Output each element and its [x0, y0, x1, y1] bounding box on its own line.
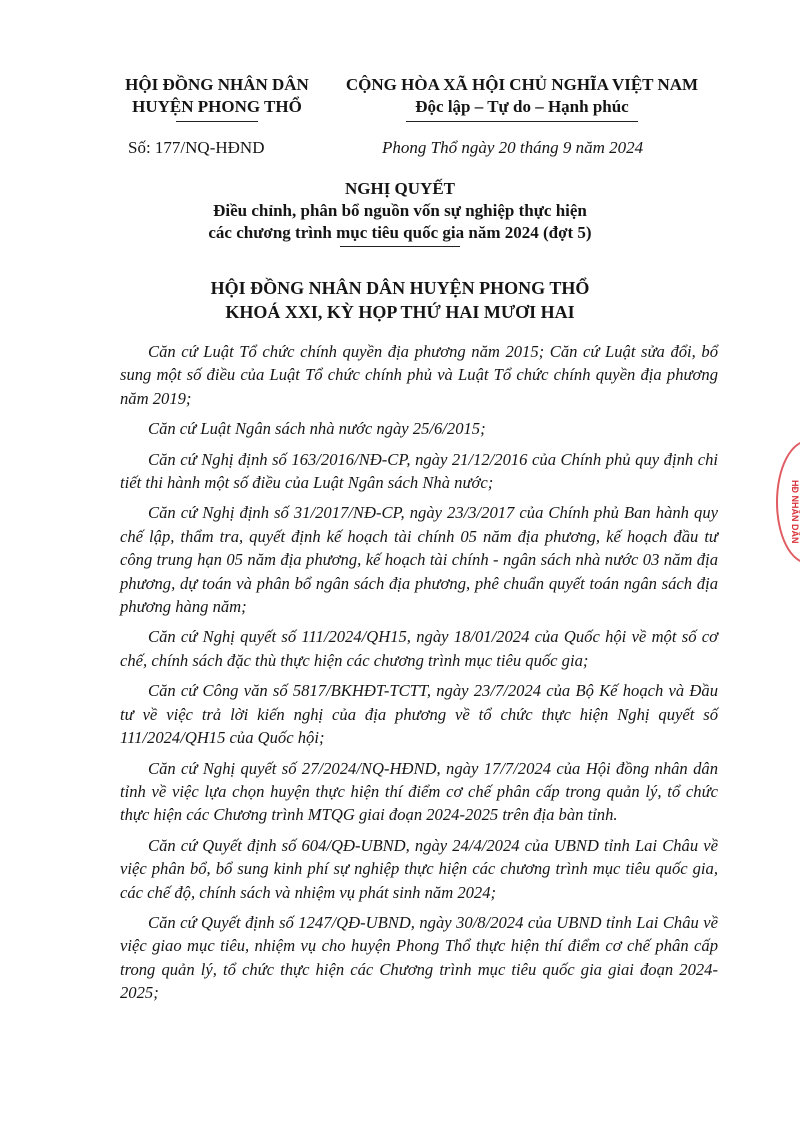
- document-date: Phong Thổ ngày 20 tháng 9 năm 2024: [382, 138, 644, 157]
- council-heading: [100, 276, 700, 324]
- issuer-underline: [176, 121, 258, 122]
- legal-basis-paragraph: Căn cứ Luật Ngân sách nhà nước ngày 25/6/2015;: [148, 419, 486, 439]
- document-type: NGHỊ QUYẾT: [344, 179, 456, 198]
- official-seal-text: HĐ NHÂN DÂN: [790, 480, 800, 544]
- title-line-1: Điều chỉnh, phân bổ nguồn vốn sự nghiệp thực hiện: [213, 201, 587, 220]
- legal-basis-paragraph: Căn cứ Nghị quyết số 27/2024/NQ-HĐND, ngày 17/7/2024 của Hội đồng nhân dân tỉnh về việc lựa chọn huyện thực hiện thí điểm cơ chế phân cấp trong quản lý, tổ chức thực hiện các Chương trình MTQG giai đoạn 2024-2025 trên địa bàn tỉnh.: [120, 758, 718, 825]
- document-number: Số: 177/NQ-HĐND: [128, 138, 265, 157]
- legal-basis-paragraph: Căn cứ Quyết định số 1247/QĐ-UBND, ngày 30/8/2024 của UBND tỉnh Lai Châu về việc giao mục tiêu, nhiệm vụ cho huyện Phong Thổ thực hiện thí điểm cơ chế phân cấp trong quản lý, tổ chức thực hiện các Chương trình mục tiêu quốc gia giai đoạn 2024-2025;: [120, 912, 718, 1003]
- issuer-org-line1: HỘI ĐỒNG NHÂN DÂN: [125, 75, 309, 94]
- national-title: CỘNG HÒA XÃ HỘI CHỦ NGHĨA VIỆT NAM: [345, 75, 699, 94]
- motto-underline: [406, 121, 638, 122]
- legal-basis-body: [120, 340, 718, 1012]
- council-line-2: KHOÁ XXI, KỲ HỌP THỨ HAI MƯƠI HAI: [225, 302, 575, 322]
- legal-basis-paragraph: Căn cứ Quyết định số 604/QĐ-UBND, ngày 24/4/2024 của UBND tỉnh Lai Châu về việc phân bổ, bổ sung kinh phí sự nghiệp thực hiện các chương trình mục tiêu quốc gia, các chế độ, chính sách và nhiệm vụ phát sinh năm 2024;: [120, 835, 718, 902]
- issuer-org-line2: HUYỆN PHONG THỔ: [132, 97, 302, 116]
- legal-basis-paragraph: Căn cứ Nghị định số 31/2017/NĐ-CP, ngày 23/3/2017 của Chính phủ Ban hành quy chế lập, thẩm tra, quyết định kế hoạch tài chính 05 năm địa phương, kế hoạch đầu tư công trung hạn 05 năm địa phương, kế hoạch tài chính - ngân sách nhà nước 03 năm địa phương, dự toán và phân bổ ngân sách địa phương, phê chuẩn quyết toán ngân sách địa phương hàng năm;: [120, 503, 718, 617]
- title-underline: [340, 246, 460, 247]
- council-line-1: HỘI ĐỒNG NHÂN DÂN HUYỆN PHONG THỔ: [210, 278, 590, 298]
- legal-basis-paragraph: Căn cứ Luật Tổ chức chính quyền địa phương năm 2015; Căn cứ Luật sửa đổi, bổ sung một số điều của Luật Tổ chức chính phủ và Luật Tổ chức chính quyền địa phương năm 2019;: [120, 342, 718, 408]
- issuer-header: [102, 74, 332, 122]
- resolution-title: [100, 178, 700, 247]
- legal-basis-paragraph: Căn cứ Nghị quyết số 111/2024/QH15, ngày 18/01/2024 của Quốc hội về một số cơ chế, chính sách đặc thù thực hiện các chương trình mục tiêu quốc gia;: [120, 627, 718, 670]
- national-header: [332, 74, 712, 122]
- legal-basis-paragraph: Căn cứ Công văn số 5817/BKHĐT-TCTT, ngày 23/7/2024 của Bộ Kế hoạch và Đầu tư về việc trả lời kiến nghị của địa phương về tổ chức thực hiện Nghị quyết số 111/2024/QH15 của Quốc hội;: [120, 681, 718, 748]
- legal-basis-paragraph: Căn cứ Nghị định số 163/2016/NĐ-CP, ngày 21/12/2016 của Chính phủ quy định chi tiết thi hành một số điều của Luật Ngân sách Nhà nước;: [120, 449, 718, 493]
- national-motto: Độc lập – Tự do – Hạnh phúc: [415, 97, 629, 116]
- title-line-2: các chương trình mục tiêu quốc gia năm 2024 (đợt 5): [208, 223, 592, 242]
